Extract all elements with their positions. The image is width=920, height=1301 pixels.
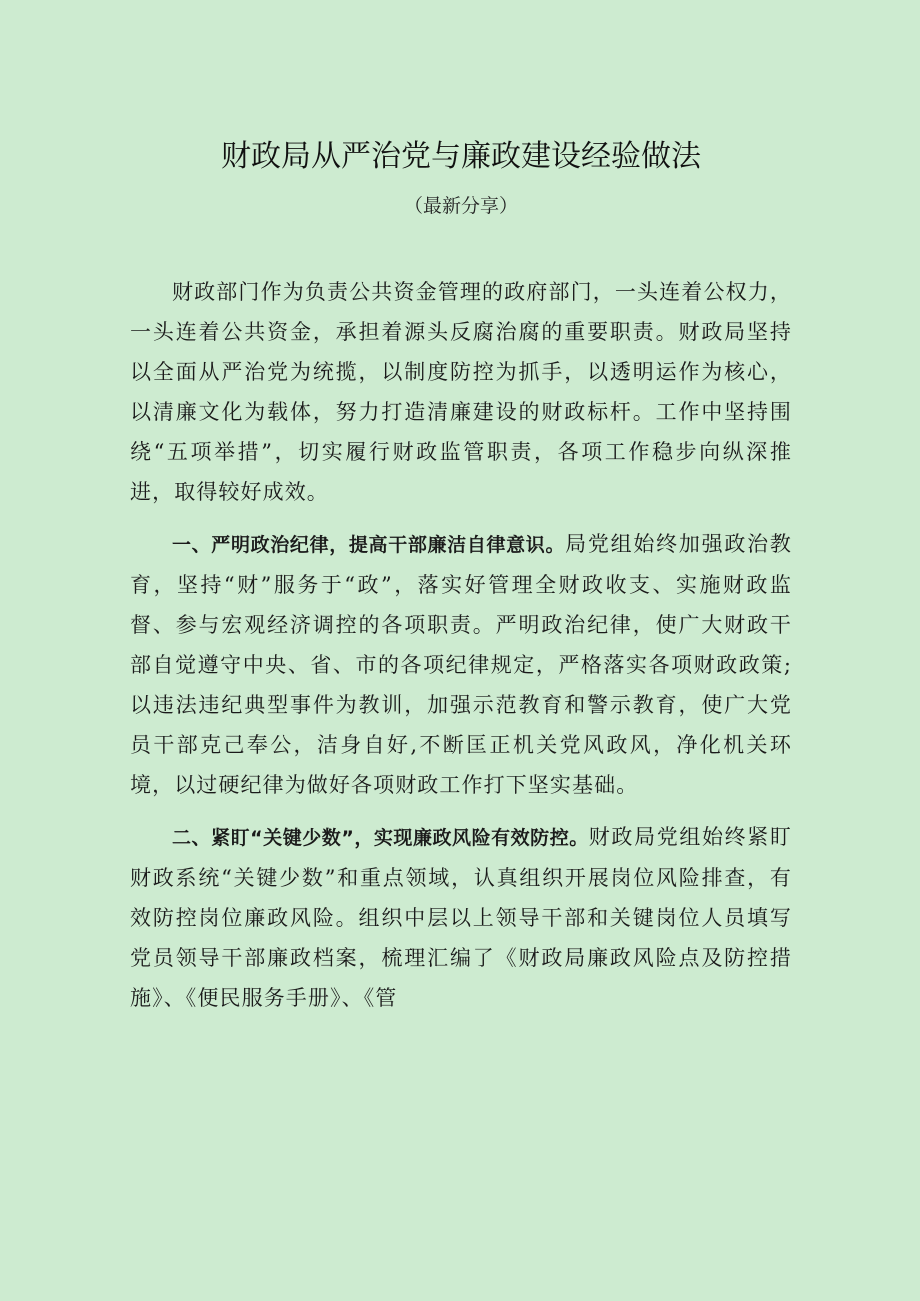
section-heading: 二、紧盯“关键少数”，实现廉政风险有效防控。 xyxy=(172,827,589,849)
document-subtitle: （最新分享） xyxy=(403,195,518,217)
document-body xyxy=(130,272,792,1018)
paragraph-section-2 xyxy=(130,817,792,1018)
document-title: 财政局从严治党与廉政建设经验做法 xyxy=(221,139,701,174)
paragraph-text: 局党组始终加强政治教育，坚持“财”服务于“政”，落实好管理全财政收支、实施财政监督、参与宏观经济调控的各项职责。严明政治纪律，使广大财政干部自觉遵守中央、省、市的各项纪律规定，严格落实各项财政政策;以违法违纪典型事件为教训，加强示范教育和警示教育，使广大党员干部克己奉公，洁身自好,不断匡正机关党风政风，净化机关环境，以过硬纪律为做好各项财政工作打下坚实基础。 xyxy=(130,532,793,797)
paragraph-text: 财政部门作为负责公共资金管理的政府部门，一头连着公权力，一头连着公共资金，承担着源头反腐治腐的重要职责。财政局坚持以全面从严治党为统揽，以制度防控为抓手，以透明运作为核心，以清廉文化为载体，努力打造清廉建设的财政标杆。工作中坚持围绕“五项举措”，切实履行财政监管职责，各项工作稳步向纵深推进，取得较好成效。 xyxy=(130,280,792,504)
section-heading: 一、严明政治纪律，提高干部廉洁自律意识。 xyxy=(172,534,566,556)
paragraph-section-1 xyxy=(130,524,792,805)
paragraph-text: 财政局党组始终紧盯财政系统“关键少数”和重点领域，认真组织开展岗位风险排查，有效防控岗位廉政风险。组织中层以上领导干部和关键岗位人员填写党员领导干部廉政档案，梳理汇编了《财政局廉政风险点及防控措施》、《便民服务手册》、《管 xyxy=(130,825,792,1010)
paragraph-intro xyxy=(130,272,792,512)
